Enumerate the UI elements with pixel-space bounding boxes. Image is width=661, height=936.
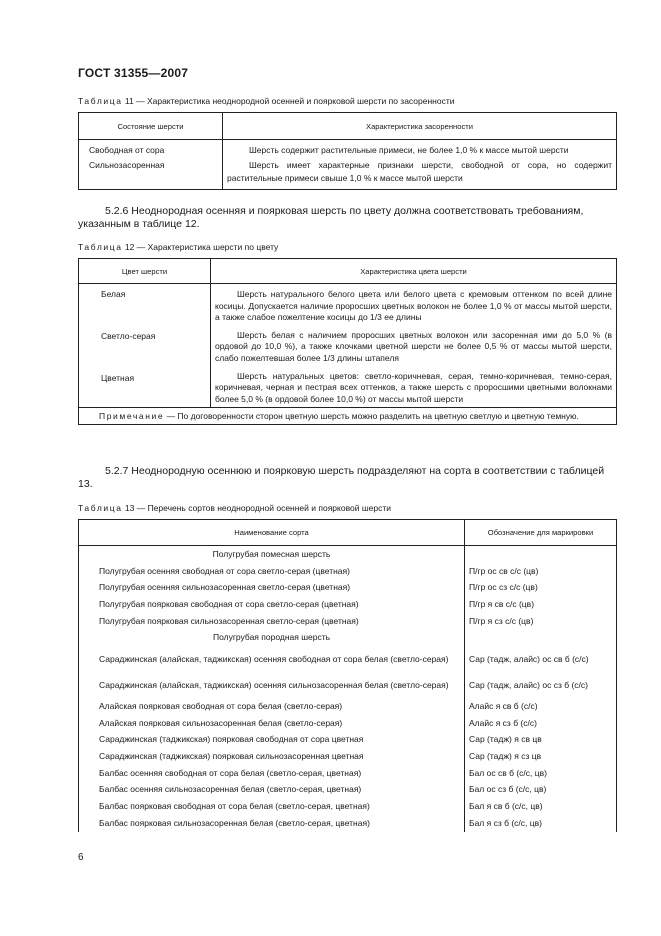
table-11-state: Свободная от сора	[79, 140, 223, 158]
document-header: ГОСТ 31355—2007	[78, 66, 189, 80]
paragraph-5-2-6	[78, 205, 616, 231]
sort-code: Бал я сз б (с/с, цв)	[469, 817, 542, 828]
sort-name: Полугрубая осенняя свободная от сора светло-серая (цветная)	[79, 563, 465, 580]
sort-name: Балбас поярковая свободная от сора белая (светло-серая, цветная)	[79, 798, 465, 815]
table-row	[79, 715, 617, 732]
table-row	[79, 327, 617, 368]
table-row	[79, 765, 617, 782]
page-number: 6	[78, 852, 84, 863]
table-12-note-rest: — По договоренности сторон цветную шерсть можно разделить на цветную светлую и цветную темную.	[164, 411, 579, 422]
table-13-caption-text: 13 — Перечень сортов неоднородной осенней и поярковой шерсти	[122, 503, 391, 513]
sort-name: Сараджинская (алайская, таджикская) осенняя сильнозасоренная белая (светло-серая)	[79, 672, 465, 698]
table-row	[79, 157, 617, 190]
table-11-desc: Шерсть имеет характерные признаки шерсти, свободной от сора, но содержит растительные примеси свыше 1,0 % к массе мытой шерсти	[227, 160, 612, 183]
table-13-header-name: Наименование сорта	[79, 520, 465, 546]
paragraph-5-2-7	[78, 465, 616, 491]
table-11-caption-text: 11 — Характеристика неоднородной осенней и поярковой шерсти по засоренности	[122, 96, 455, 106]
table-row	[79, 646, 617, 672]
paragraph-5-2-7-text: 5.2.7 Неоднородную осеннюю и поярковую шерсть подразделяют на сорта в соответствии с таблицей 13.	[78, 465, 605, 490]
sort-name: Балбас поярковая сильнозасоренная белая (светло-серая, цветная)	[79, 815, 465, 832]
table-row	[79, 140, 617, 158]
sort-name: Полугрубая осенняя сильнозасоренная светло-серая (цветная)	[79, 579, 465, 596]
sort-code: Бал ос сз б (с/с, цв)	[469, 784, 547, 795]
table-12	[78, 258, 617, 425]
sort-code: Бал ос св б (с/с, цв)	[469, 767, 547, 778]
table-11-header-state: Состояние шерсти	[79, 113, 223, 140]
sort-code: П/гр я св с/с (цв)	[469, 598, 535, 609]
table-row	[79, 579, 617, 596]
table-11-header-desc: Характеристика засоренности	[223, 113, 617, 140]
table-13-group-2: Полугрубая породная шерсть	[79, 629, 465, 646]
table-12-note-text	[79, 408, 617, 425]
table-12-note	[79, 408, 617, 425]
table-11-caption-word: Таблица	[78, 96, 123, 106]
table-11	[78, 112, 617, 190]
table-12-caption-text: 12 — Характеристика шерсти по цвету	[122, 242, 279, 252]
sort-code: П/гр я сз с/с (цв)	[469, 615, 534, 626]
table-12-desc: Шерсть натуральных цветов: светло-коричневая, серая, темно-коричневая, темно-серая, коричневая, черная и пестрая всех оттенков, а также шерсть с проросшими цветными волокнами более 5,0 % (в ордовой более 10,0 %) от массы мытой шерсти	[215, 370, 612, 404]
table-11-caption	[78, 96, 454, 106]
sort-name: Алайская поярковая свободная от сора белая (светло-серая)	[79, 698, 465, 715]
table-12-color: Белая	[79, 284, 211, 327]
table-row	[79, 672, 617, 698]
table-13-caption-word: Таблица	[78, 503, 123, 513]
sort-code: Сар (тадж, алайс) ос сз б (с/с)	[469, 679, 588, 690]
table-12-header-desc: Характеристика цвета шерсти	[211, 259, 617, 284]
table-row	[79, 698, 617, 715]
sort-code: Сар (тадж, алайс) ос св б (с/с)	[469, 653, 589, 664]
table-12-color: Цветная	[79, 368, 211, 408]
table-row	[79, 782, 617, 799]
table-12-note-word: Примечание	[99, 411, 165, 422]
sort-name: Полугрубая поярковая свободная от сора светло-серая (цветная)	[79, 596, 465, 613]
table-12-color: Светло-серая	[79, 327, 211, 368]
sort-code: П/гр ос сз с/с (цв)	[469, 582, 538, 593]
sort-name: Алайская поярковая сильнозасоренная белая (светло-серая)	[79, 715, 465, 732]
sort-name: Сараджинская (алайская, таджикская) осенняя свободная от сора белая (светло-серая)	[79, 646, 465, 672]
table-12-desc: Шерсть белая с наличием проросших цветных волокон или засоренная ими до 5,0 % (в ордовой до 10,0 %), а также клочками цветной шерсти не более 0,5 % от массы мытой шерсти, слабо пожелтевшая более 1/3 длины штапеля	[215, 329, 612, 363]
table-13-group-row	[79, 629, 617, 646]
sort-name: Полугрубая поярковая сильнозасоренная светло-серая (цветная)	[79, 613, 465, 630]
sort-code: Сар (тадж) я сз цв	[469, 751, 542, 762]
sort-name: Балбас осенняя свободная от сора белая (светло-серая, цветная)	[79, 765, 465, 782]
sort-name: Сараджинская (таджикская) поярковая сильнозасоренная цветная	[79, 748, 465, 765]
table-row	[79, 368, 617, 408]
table-13	[78, 519, 617, 832]
table-11-desc: Шерсть содержит растительные примеси, не более 1,0 % к массе мытой шерсти	[249, 145, 569, 155]
table-row	[79, 284, 617, 327]
table-12-desc: Шерсть натурального белого цвета или белого цвета с кремовым оттенком по всей длине косицы. Допускается наличие проросших цветных волокон не более 1,0 % от массы мытой шерсти, а также слабое пожелтение косицы до 1/3 ее длины	[215, 289, 612, 323]
table-13-header-code: Обозначение для маркировки	[465, 520, 617, 546]
table-row	[79, 732, 617, 749]
sort-code: Алайс я св б (с/с)	[469, 700, 538, 711]
sort-code: Бал я св б (с/с, цв)	[469, 801, 543, 812]
table-row	[79, 596, 617, 613]
table-13-caption	[78, 503, 391, 513]
table-13-group-row	[79, 546, 617, 563]
table-12-caption-word: Таблица	[78, 242, 123, 252]
sort-code: П/гр ос св с/с (цв)	[469, 565, 539, 576]
sort-code: Сар (тадж) я св цв	[469, 734, 542, 745]
table-13-group-1: Полугрубая помесная шерсть	[79, 546, 465, 563]
table-12-caption	[78, 242, 278, 252]
sort-name: Балбас осенняя сильнозасоренная белая (светло-серая, цветная)	[79, 782, 465, 799]
table-row	[79, 748, 617, 765]
table-row	[79, 798, 617, 815]
table-row	[79, 613, 617, 630]
table-row	[79, 815, 617, 832]
paragraph-5-2-6-text: 5.2.6 Неоднородная осенняя и поярковая шерсть по цвету должна соответствовать требованиям, указанным в таблице 12.	[78, 205, 584, 230]
sort-code: Алайс я сз б (с/с)	[469, 717, 537, 728]
sort-name: Сараджинская (таджикская) поярковая свободная от сора цветная	[79, 732, 465, 749]
table-12-header-color: Цвет шерсти	[79, 259, 211, 284]
table-11-state: Сильнозасоренная	[79, 157, 223, 190]
table-row	[79, 563, 617, 580]
